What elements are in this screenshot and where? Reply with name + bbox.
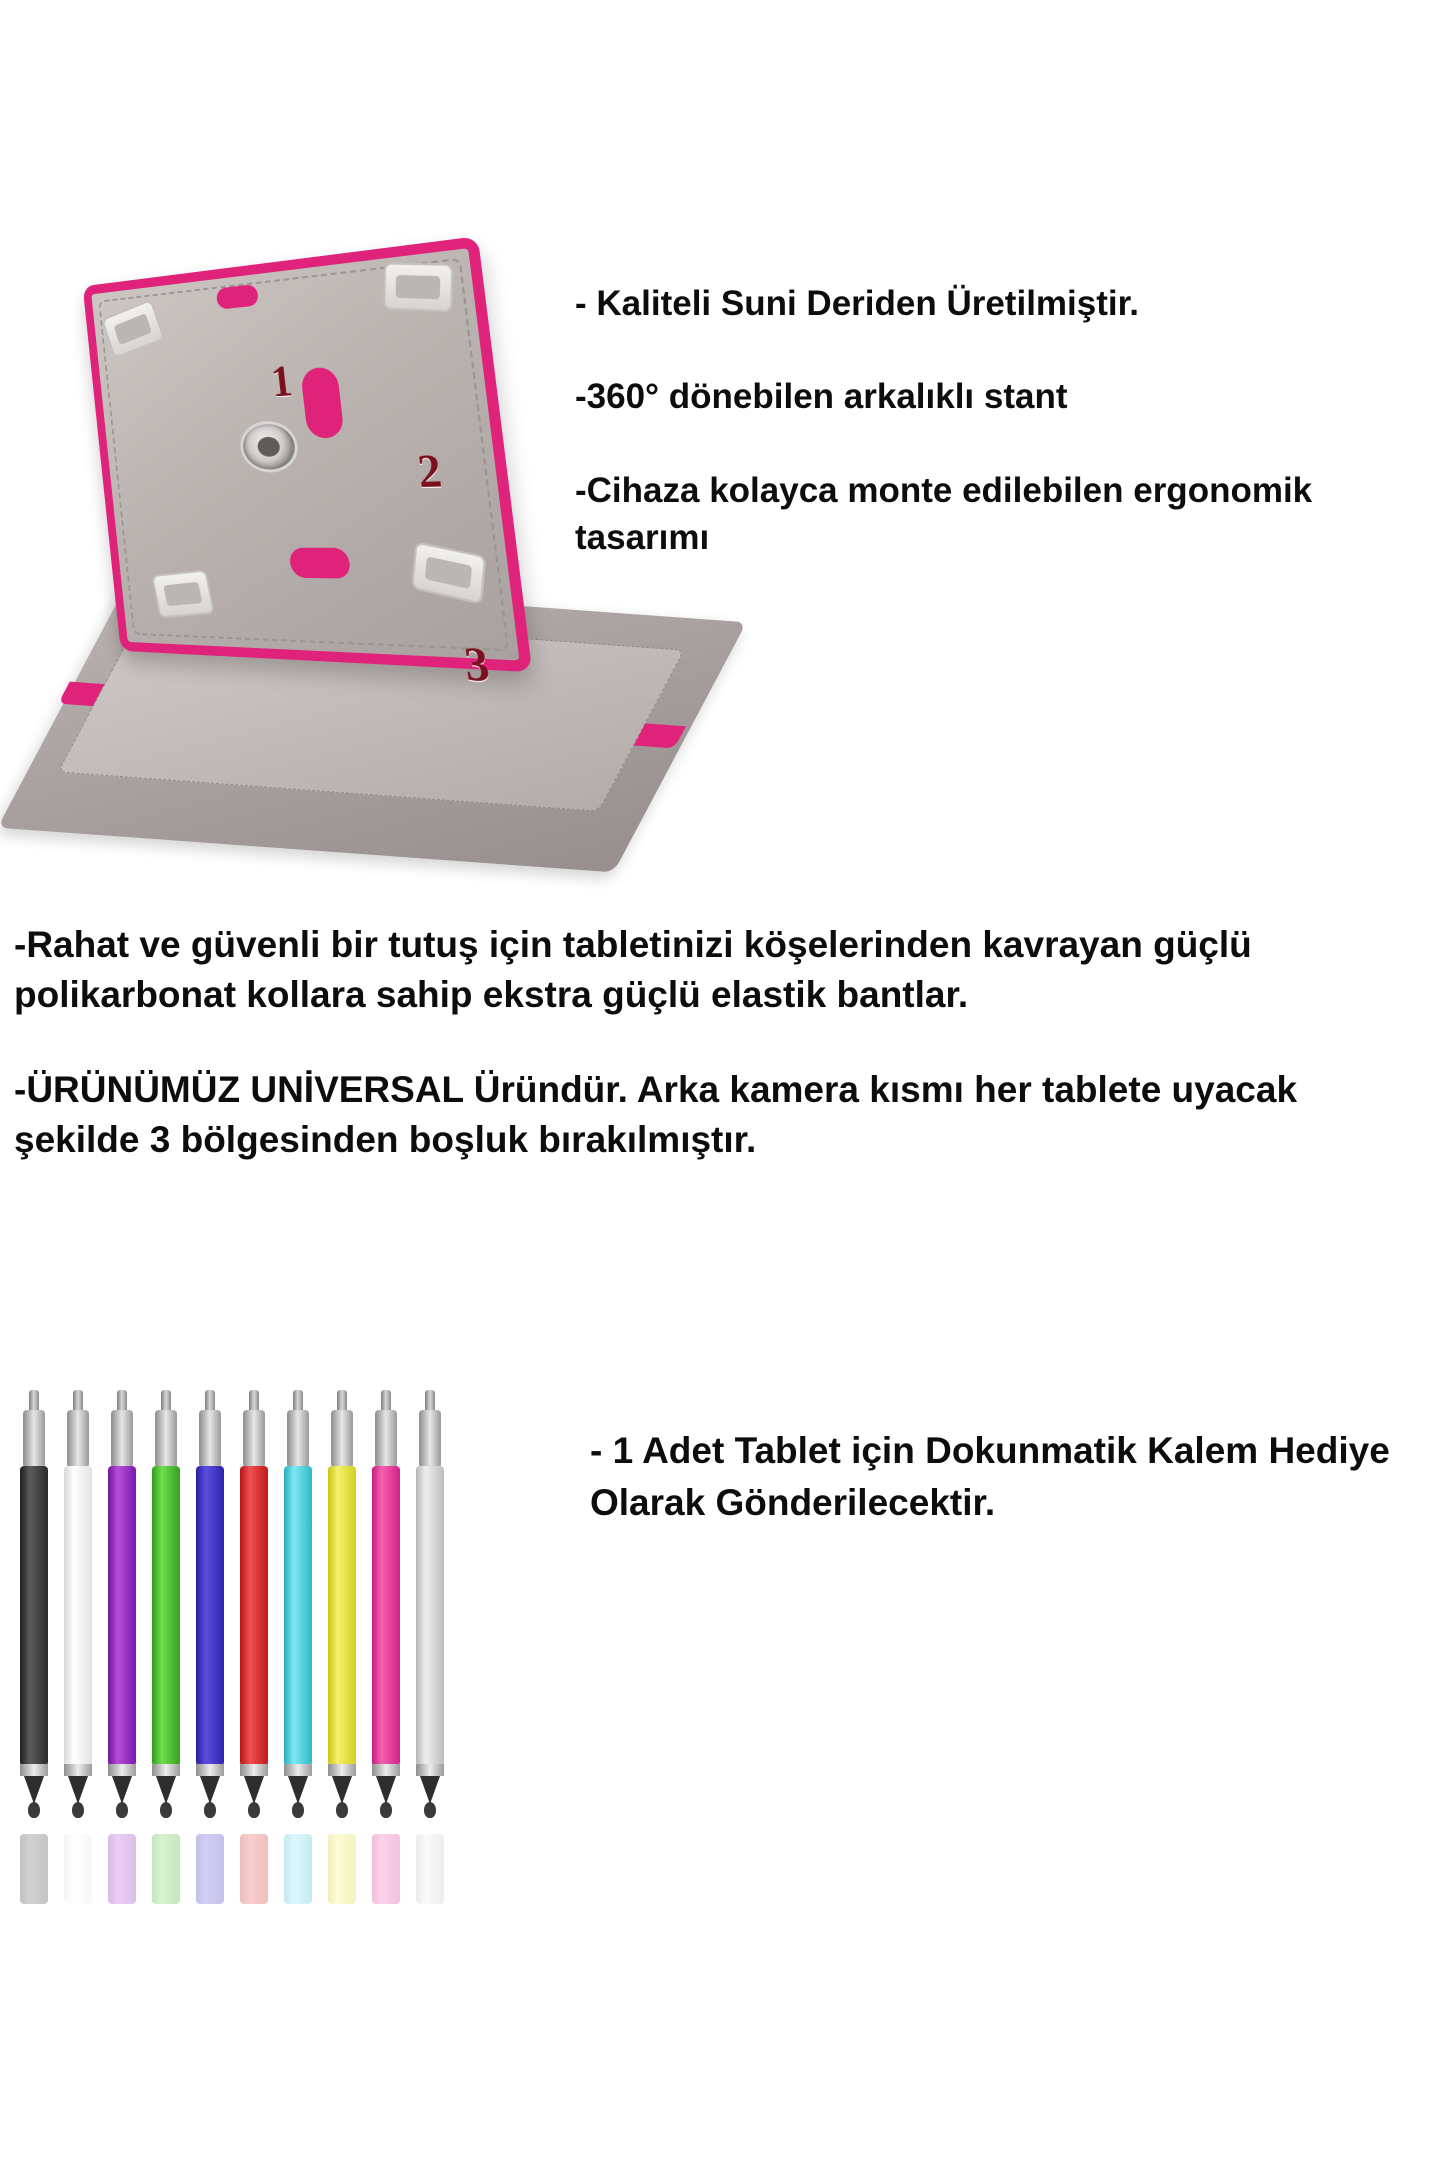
case-back-panel xyxy=(83,236,533,692)
stylus-pen-4 xyxy=(152,1390,180,1820)
pen-reflection xyxy=(328,1834,356,1904)
paragraph-universal-product: -ÜRÜNÜMÜZ UNİVERSAL Üründür. Arka kamera kısmı her tablete uyacak şekilde 3 bölgesinden boşluk bırakılmıştır. xyxy=(14,1068,1298,1160)
pen-tip-icon xyxy=(72,1802,84,1818)
pen-reflection xyxy=(64,1834,92,1904)
feature-item-2: -360° dönebilen arkalıklı stant xyxy=(575,377,1068,417)
pen-cone xyxy=(68,1776,88,1804)
pen-body xyxy=(20,1466,48,1766)
pen-clip-icon xyxy=(67,1410,89,1468)
stylus-pen-5 xyxy=(196,1390,224,1820)
pen-cone xyxy=(156,1776,176,1804)
corner-arm-top-right xyxy=(383,262,453,312)
marker-label-1: 1 xyxy=(268,355,295,406)
marker-label-2: 2 xyxy=(414,444,445,498)
stylus-pen-2 xyxy=(64,1390,92,1820)
stylus-pen-10 xyxy=(416,1390,444,1820)
pen-clip-icon xyxy=(287,1410,309,1468)
pen-clip-icon xyxy=(111,1410,133,1468)
pen-tip-icon xyxy=(380,1802,392,1818)
paragraph-elastic-bands: -Rahat ve güvenli bir tutuş için tabletinizi köşelerinden kavrayan güçlü polikarbonat kollara sahip ekstra güçlü elastik bantlar. xyxy=(14,924,1252,1016)
pen-reflection xyxy=(240,1834,268,1904)
pen-clip-icon xyxy=(243,1410,265,1468)
feature-item-1: - Kaliteli Suni Deriden Üretilmiştir. xyxy=(575,284,1140,323)
pen-cone xyxy=(200,1776,220,1804)
stylus-pen-9 xyxy=(372,1390,400,1820)
pen-clip-icon xyxy=(155,1410,177,1468)
pen-clip-icon xyxy=(23,1410,45,1468)
top-section xyxy=(0,0,1440,900)
pen-body xyxy=(108,1466,136,1766)
stylus-pen-3 xyxy=(108,1390,136,1820)
gift-section xyxy=(0,1370,1440,1990)
pen-tip-icon xyxy=(292,1802,304,1818)
pen-ring xyxy=(416,1764,444,1776)
pen-reflection xyxy=(108,1834,136,1904)
stylus-pen-6 xyxy=(240,1390,268,1820)
pen-tip-icon xyxy=(336,1802,348,1818)
pen-body xyxy=(240,1466,268,1766)
pen-ring xyxy=(240,1764,268,1776)
pen-cone xyxy=(244,1776,264,1804)
stylus-pen-7 xyxy=(284,1390,312,1820)
pen-reflection xyxy=(372,1834,400,1904)
pen-body xyxy=(284,1466,312,1766)
pen-body xyxy=(372,1466,400,1766)
pen-tip-icon xyxy=(28,1802,40,1818)
pen-clip-icon xyxy=(331,1410,353,1468)
description-paragraphs xyxy=(14,920,1414,1209)
pen-ring xyxy=(284,1764,312,1776)
pen-cone xyxy=(420,1776,440,1804)
pen-tip-icon xyxy=(248,1802,260,1818)
stylus-pen-8 xyxy=(328,1390,356,1820)
pen-cone xyxy=(24,1776,44,1804)
feature-list xyxy=(575,280,1405,607)
pen-clip-icon xyxy=(199,1410,221,1468)
corner-arm-bottom-left xyxy=(151,569,215,618)
pen-ring xyxy=(152,1764,180,1776)
stylus-pen-1 xyxy=(20,1390,48,1820)
pen-ring xyxy=(108,1764,136,1776)
pen-clip-icon xyxy=(419,1410,441,1468)
feature-item-3: -Cihaza kolayca monte edilebilen ergonomik tasarımı xyxy=(575,470,1313,557)
pen-cone xyxy=(376,1776,396,1804)
gift-text: - 1 Adet Tablet için Dokunmatik Kalem Hediye Olarak Gönderilecektir. xyxy=(590,1430,1390,1523)
pen-body xyxy=(64,1466,92,1766)
pen-tip-icon xyxy=(160,1802,172,1818)
pen-reflection xyxy=(20,1834,48,1904)
pen-ring xyxy=(372,1764,400,1776)
pen-reflection xyxy=(284,1834,312,1904)
pen-body xyxy=(152,1466,180,1766)
pen-ring xyxy=(328,1764,356,1776)
pen-tip-icon xyxy=(424,1802,436,1818)
pen-reflection xyxy=(196,1834,224,1904)
pen-body xyxy=(416,1466,444,1766)
pen-ring xyxy=(20,1764,48,1776)
camera-cutout-3 xyxy=(288,548,351,579)
pen-cone xyxy=(332,1776,352,1804)
pen-reflection xyxy=(416,1834,444,1904)
stylus-pens-image xyxy=(20,1390,590,1950)
pen-body xyxy=(328,1466,356,1766)
pen-tip-icon xyxy=(116,1802,128,1818)
pen-cone xyxy=(112,1776,132,1804)
pen-tip-icon xyxy=(204,1802,216,1818)
pen-ring xyxy=(64,1764,92,1776)
pen-body xyxy=(196,1466,224,1766)
pen-clip-icon xyxy=(375,1410,397,1468)
pen-ring xyxy=(196,1764,224,1776)
pen-reflection xyxy=(152,1834,180,1904)
pen-cone xyxy=(288,1776,308,1804)
marker-label-3: 3 xyxy=(461,637,493,692)
